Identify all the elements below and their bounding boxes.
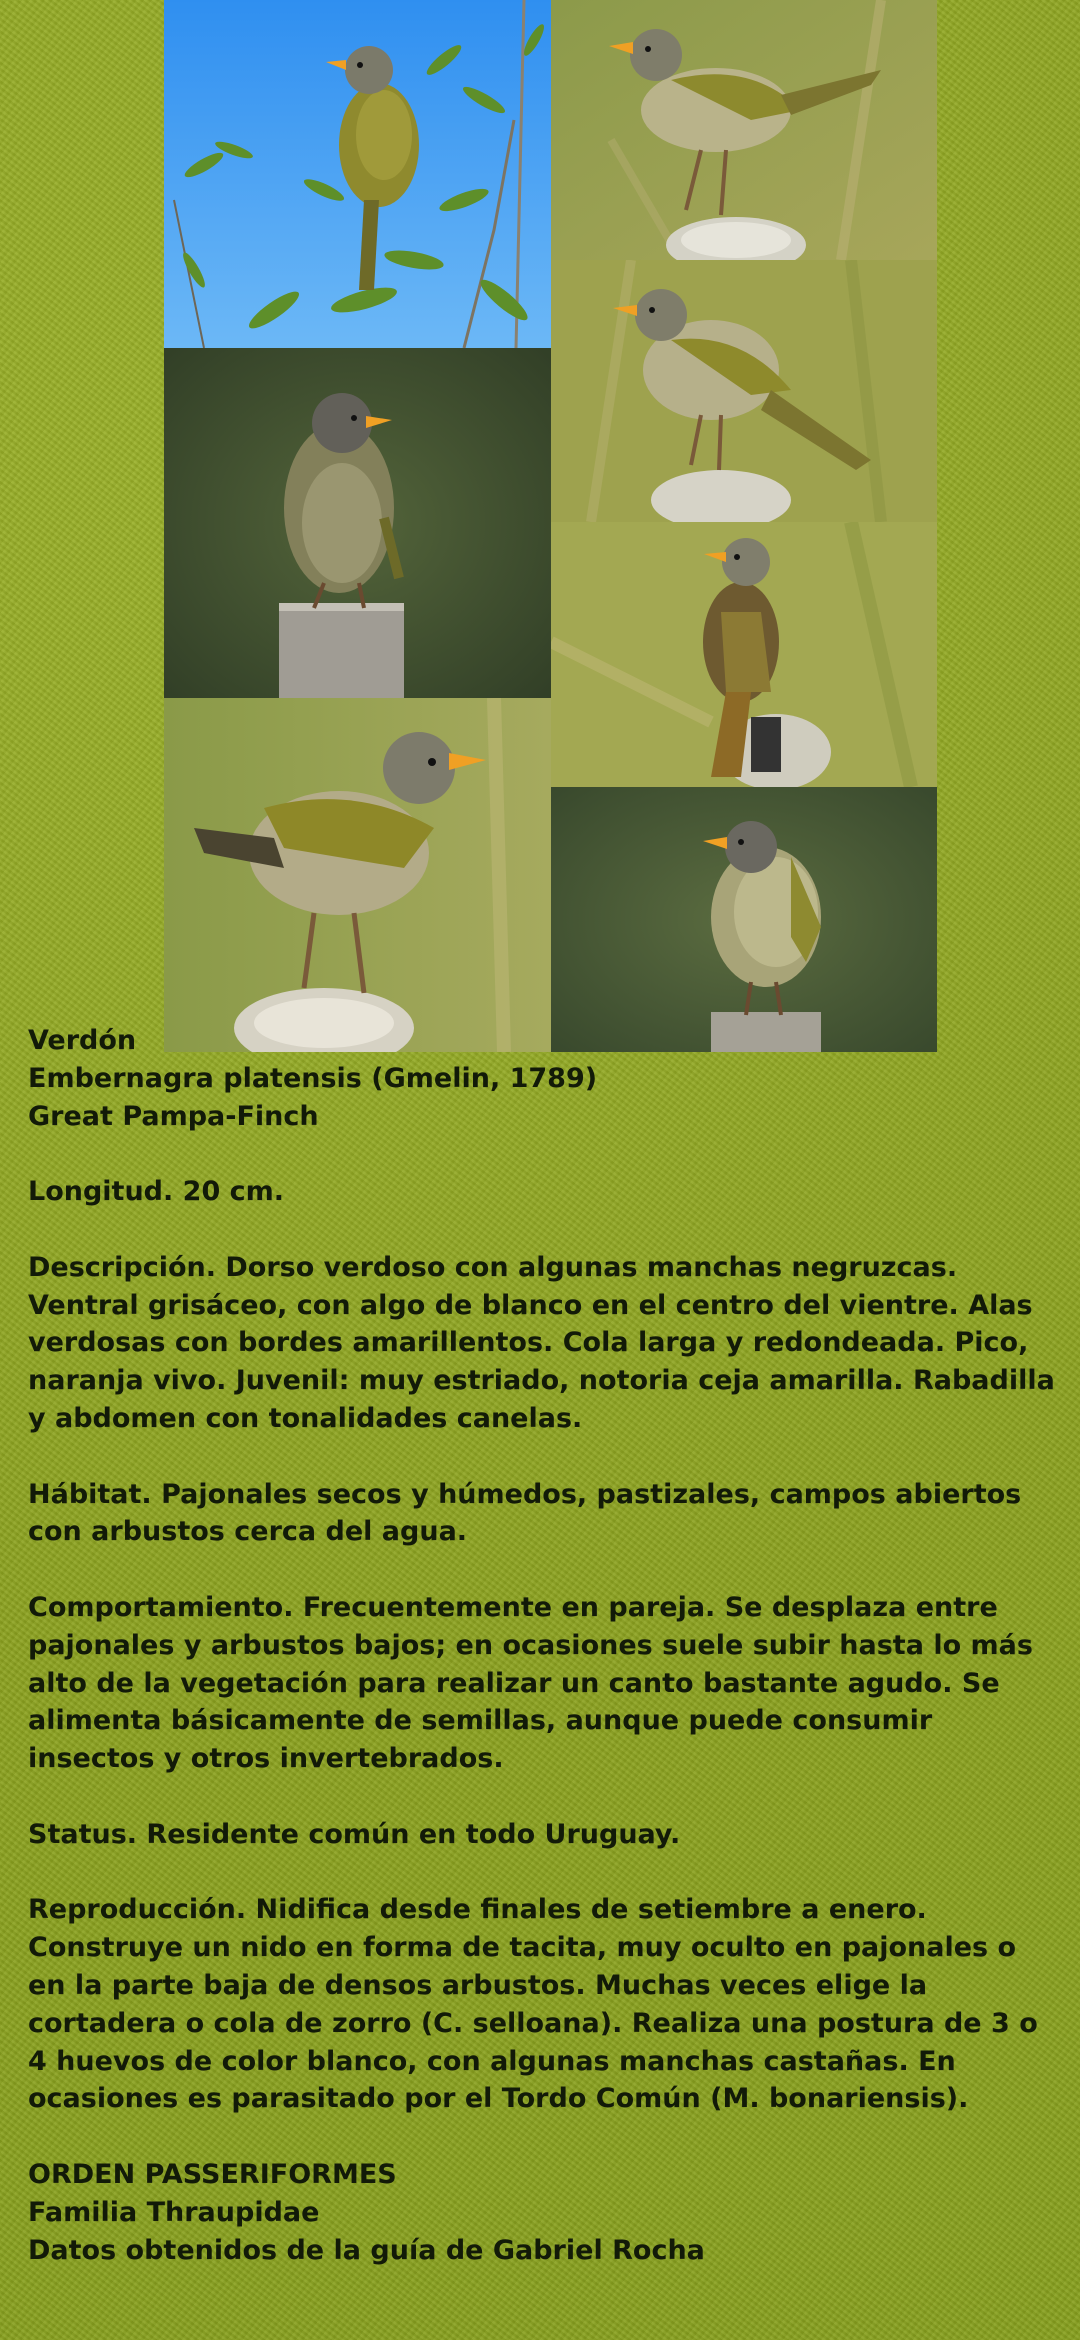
photo-bird-stone-large [164,698,551,1052]
paragraph-longitud: Longitud. 20 cm. [28,1176,285,1208]
common-name: Verdón [28,1025,137,1056]
paragraph-habitat: Hábitat. Pajonales secos y húmedos, pastizales, campos abiertos con arbustos cerca del agua. [28,1478,1022,1548]
paragraph-reproduccion: Reproducción. Nidifica desde finales de setiembre a enero. Construye un nido en forma de tacita, muy oculto en pajonales o en la parte baja de densos arbustos. Muchas veces elige la cortadera o cola de zorro (C. selloana). Realiza una postura de 3 o 4 huevos de color blanco, con algunas manchas castañas. En ocasiones es parasitado por el Tordo Común (M. bonariensis). [28,1894,1038,2115]
photo-bird-post-2 [551,260,937,522]
english-name: Great Pampa-Finch [28,1100,319,1132]
photo-bird-wooden-post [164,348,551,698]
photo-bird-tree-sky [164,0,551,348]
photo-bird-post-fluffed [551,787,937,1052]
data-source: Datos obtenidos de la guía de Gabriel Rocha [28,2234,705,2266]
taxonomy-familia: Familia Thraupidae [28,2196,320,2228]
paragraph-status: Status. Residente común en todo Uruguay. [28,1818,681,1850]
photo-collage [164,0,937,1052]
photo-bird-back-view [551,522,937,787]
taxonomy-orden: ORDEN PASSERIFORMES [28,2158,397,2190]
species-description [28,1022,1058,2269]
scientific-name: Embernagra platensis (Gmelin, 1789) [28,1062,598,1094]
photo-bird-post-1 [551,0,937,260]
paragraph-comportamiento: Comportamiento. Frecuentemente en pareja. Se desplaza entre pajonales y arbustos bajos; en ocasiones suele subir hasta lo más alto de la vegetación para realizar un canto bastante agudo. Se alimenta básicamente de semillas, aunque puede consumir insectos y otros invertebrados. [28,1591,1033,1775]
paragraph-descripcion: Descripción. Dorso verdoso con algunas manchas negruzcas. Ventral grisáceo, con algo de blanco en el centro del vientre. Alas verdosas con bordes amarillentos. Cola larga y redondeada. Pico, naranja vivo. Juvenil: muy estriado, notoria ceja amarilla. Rabadilla y abdomen con tonalidades canelas. [28,1251,1055,1434]
